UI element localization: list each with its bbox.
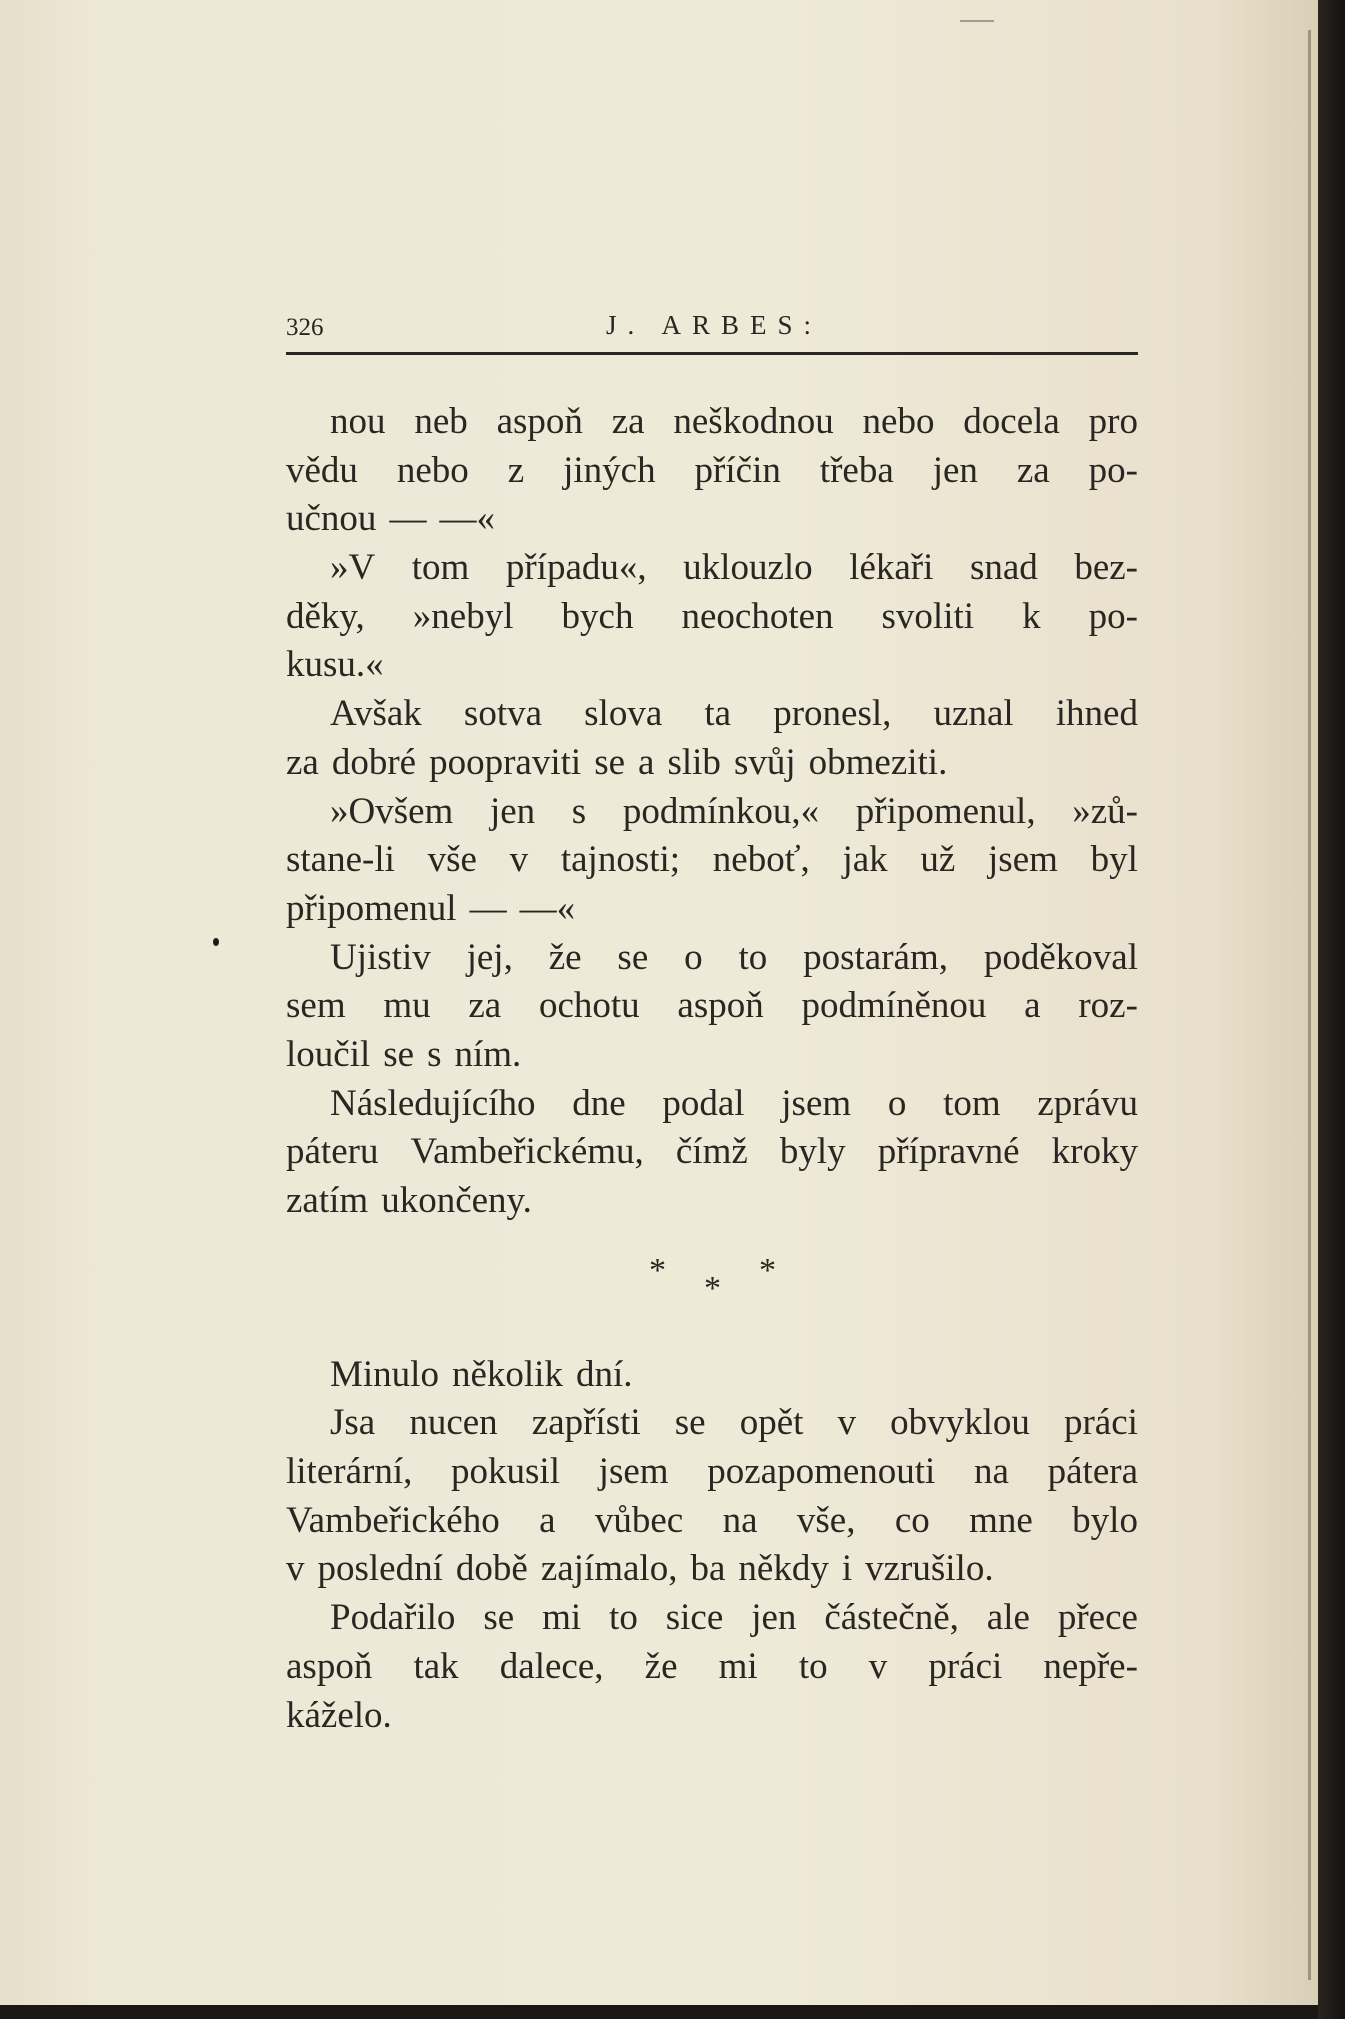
word: slova xyxy=(584,693,663,735)
word: mu xyxy=(383,985,431,1027)
word: byl xyxy=(1090,839,1138,881)
body-text xyxy=(286,398,1138,1740)
word: a xyxy=(539,1499,556,1541)
word: se xyxy=(617,936,649,978)
word: neboť, xyxy=(712,839,810,881)
word: stane-li xyxy=(286,839,395,881)
word: době xyxy=(455,1548,528,1590)
word: zapřísti xyxy=(531,1402,641,1444)
paragraph xyxy=(286,788,1138,934)
word: roz- xyxy=(1078,985,1138,1027)
word: loučil xyxy=(286,1033,371,1075)
word: opět xyxy=(739,1402,804,1444)
word: postarám, xyxy=(803,936,948,978)
text-line xyxy=(286,1177,1138,1226)
word: svoliti xyxy=(881,595,975,637)
word: to xyxy=(738,936,768,978)
text-line xyxy=(286,1080,1138,1129)
word: v xyxy=(837,1402,856,1444)
word: pokusil xyxy=(451,1451,560,1493)
word: nebo xyxy=(396,449,469,491)
word: dní. xyxy=(575,1353,633,1395)
word: i xyxy=(841,1548,853,1590)
text-line xyxy=(286,788,1138,837)
word: to xyxy=(798,1645,828,1687)
spacer xyxy=(286,1226,1138,1254)
word: po- xyxy=(1088,595,1138,637)
word: třeba xyxy=(819,449,894,491)
text-line xyxy=(286,593,1138,642)
word: Ujistiv xyxy=(330,936,431,978)
word: už xyxy=(920,839,956,881)
word: vědu xyxy=(286,449,358,491)
word: přípravné xyxy=(877,1131,1020,1173)
word: slib xyxy=(667,741,721,783)
word: poděkoval xyxy=(983,936,1138,978)
word: vše xyxy=(427,839,477,881)
word: případu«, xyxy=(505,547,647,589)
word: a xyxy=(1024,985,1041,1027)
word: v xyxy=(509,839,529,881)
text-line xyxy=(286,495,1138,544)
word: bylo xyxy=(1072,1499,1138,1541)
word: aspoň xyxy=(496,401,583,442)
word: podmínkou,« xyxy=(622,790,820,832)
word: někdy xyxy=(738,1548,829,1590)
word: připomenul, xyxy=(855,790,1036,832)
word: ochotu xyxy=(538,985,640,1027)
word: v xyxy=(286,1548,305,1590)
word: — xyxy=(389,498,427,540)
word: práci xyxy=(1063,1402,1138,1444)
word: bych xyxy=(561,595,634,637)
word: neochoten xyxy=(681,595,834,637)
text-line xyxy=(286,836,1138,885)
word: obmeziti. xyxy=(808,741,948,783)
word: na xyxy=(974,1451,1009,1493)
word: zajímalo, xyxy=(540,1548,678,1590)
text-line xyxy=(286,885,1138,934)
word: Podařilo xyxy=(330,1597,456,1639)
word: vzrušilo. xyxy=(865,1548,994,1590)
word: zprávu xyxy=(1037,1082,1138,1124)
word: ale xyxy=(986,1597,1030,1639)
word: že xyxy=(644,1645,678,1687)
word: za xyxy=(611,401,645,442)
word: z xyxy=(507,449,525,491)
page-number: 326 xyxy=(286,314,324,341)
word: sem xyxy=(286,985,346,1027)
word: aspoň xyxy=(286,1645,373,1687)
text-line xyxy=(286,398,1138,447)
word: jak xyxy=(842,839,888,881)
word: tajnosti; xyxy=(560,839,681,881)
asterisk: * xyxy=(704,1269,721,1307)
page-header xyxy=(286,310,1138,355)
text-line xyxy=(286,1545,1138,1594)
word: podal xyxy=(662,1082,745,1124)
word: se xyxy=(594,741,626,783)
word: mne xyxy=(969,1499,1033,1541)
word: jsem xyxy=(988,839,1058,881)
word: v xyxy=(868,1645,888,1687)
word: snad xyxy=(969,547,1038,589)
paragraph xyxy=(286,690,1138,787)
word: za xyxy=(286,741,319,783)
word: byly xyxy=(779,1131,846,1173)
running-head: J. ARBES: xyxy=(606,310,823,340)
paragraph xyxy=(286,1594,1138,1740)
word: dobré xyxy=(331,741,417,783)
word: Následujícího xyxy=(330,1082,536,1124)
text-line xyxy=(286,1497,1138,1546)
word: k xyxy=(1022,595,1041,637)
word: příčin xyxy=(694,449,781,491)
text-line xyxy=(286,1692,1138,1741)
word: svůj xyxy=(733,741,796,783)
word: se xyxy=(674,1402,706,1444)
word: dne xyxy=(572,1082,626,1124)
word: mi xyxy=(542,1597,582,1639)
word: zatím xyxy=(286,1180,369,1221)
word: nucen xyxy=(409,1402,498,1444)
word: »Ovšem xyxy=(330,790,454,832)
word: se xyxy=(383,1033,415,1075)
text-line xyxy=(286,641,1138,690)
word: co xyxy=(894,1499,930,1541)
text-line xyxy=(286,1128,1138,1177)
asterisk: * xyxy=(759,1251,776,1289)
word: ukončeny. xyxy=(381,1180,532,1221)
word: jen xyxy=(751,1597,797,1639)
word: Minulo xyxy=(330,1353,439,1395)
text-line xyxy=(286,447,1138,496)
word: tom xyxy=(943,1082,1001,1124)
word: ta xyxy=(704,693,732,735)
word: bez- xyxy=(1074,547,1138,589)
word: na xyxy=(722,1499,758,1541)
word: kroky xyxy=(1051,1131,1138,1173)
text-line xyxy=(286,1399,1138,1448)
word: jej, xyxy=(466,936,513,978)
word: po- xyxy=(1088,449,1138,491)
ink-speck xyxy=(213,938,219,946)
text-line xyxy=(286,544,1138,593)
word: jsem xyxy=(598,1451,669,1493)
word: s xyxy=(427,1033,442,1075)
word: pátera xyxy=(1047,1451,1138,1493)
word: ba xyxy=(690,1548,726,1590)
word: a xyxy=(638,741,655,783)
word: pronesl, xyxy=(773,693,892,735)
page-edge-shadow xyxy=(1308,30,1311,1980)
word: za xyxy=(468,985,502,1027)
word: učnou xyxy=(286,498,377,540)
word: aspoň xyxy=(677,985,764,1027)
word: »nebyl xyxy=(412,595,514,637)
word: vůbec xyxy=(594,1499,684,1541)
word: mi xyxy=(718,1645,758,1687)
word: částečně, xyxy=(824,1597,959,1639)
word: literární, xyxy=(286,1451,413,1493)
word: vše, xyxy=(796,1499,856,1541)
text-line xyxy=(286,739,1138,788)
word: sice xyxy=(665,1597,724,1639)
word: pro xyxy=(1088,401,1138,442)
word: čímž xyxy=(675,1131,748,1173)
word: páteru xyxy=(286,1131,379,1173)
text-line xyxy=(286,1594,1138,1643)
text-line xyxy=(286,1448,1138,1497)
word: káželo. xyxy=(286,1694,392,1736)
word: jen xyxy=(489,790,536,832)
word: to xyxy=(609,1597,638,1639)
word: obvyklou xyxy=(890,1402,1030,1444)
word: několik xyxy=(451,1353,563,1395)
word: nou xyxy=(330,401,386,442)
paragraph xyxy=(286,544,1138,690)
word: sotva xyxy=(463,693,543,735)
word: uklouzlo xyxy=(683,547,813,589)
word: lékaři xyxy=(849,547,934,589)
word: neb xyxy=(414,401,468,442)
word: o xyxy=(684,936,703,978)
word: docela xyxy=(963,401,1060,442)
word: jiných xyxy=(563,449,656,491)
text-line xyxy=(286,690,1138,739)
section-separator xyxy=(286,1251,1138,1351)
word: dalece, xyxy=(499,1645,604,1687)
page-mark xyxy=(960,20,994,22)
paragraph xyxy=(286,1399,1138,1594)
word: kusu.« xyxy=(286,644,384,686)
text-line xyxy=(286,1643,1138,1692)
word: Vambeřickému, xyxy=(410,1131,644,1173)
word: nepře- xyxy=(1043,1645,1138,1687)
paragraph xyxy=(286,934,1138,1080)
text-line xyxy=(286,1351,1138,1400)
word: že xyxy=(548,936,582,978)
word: za xyxy=(1016,449,1050,491)
word: o xyxy=(887,1082,907,1124)
asterisk: * xyxy=(649,1251,666,1289)
paragraph xyxy=(286,398,1138,544)
text-line xyxy=(286,1031,1138,1080)
word: poslední xyxy=(317,1548,443,1590)
word: ním. xyxy=(454,1033,522,1075)
page-edge xyxy=(1318,0,1345,2019)
word: Vambeřického xyxy=(286,1499,500,1541)
word: Jsa xyxy=(330,1402,376,1444)
word: »V xyxy=(330,547,376,589)
word: s xyxy=(571,790,587,832)
word: »zů- xyxy=(1072,790,1138,832)
word: Avšak xyxy=(330,693,422,735)
word: —« xyxy=(519,887,576,929)
word: se xyxy=(483,1597,515,1639)
word: jen xyxy=(932,449,978,491)
word: děky, xyxy=(286,595,365,637)
word: nebo xyxy=(862,401,935,442)
word: —« xyxy=(439,498,495,540)
word: jsem xyxy=(781,1082,852,1124)
word: podmíněnou xyxy=(801,985,987,1027)
word: práci xyxy=(928,1645,1003,1687)
word: — xyxy=(469,887,507,929)
word: pozapomenouti xyxy=(707,1451,936,1493)
word: tak xyxy=(413,1645,459,1687)
word: ihned xyxy=(1055,693,1138,735)
paragraph xyxy=(286,1080,1138,1226)
word: poopraviti xyxy=(429,741,582,783)
word: přece xyxy=(1057,1597,1138,1639)
paragraph xyxy=(286,1351,1138,1400)
word: neškodnou xyxy=(673,401,834,442)
text-line xyxy=(286,982,1138,1031)
word: uznal xyxy=(933,693,1014,735)
word: připomenul xyxy=(286,887,457,929)
text-line xyxy=(286,934,1138,983)
word: tom xyxy=(411,547,470,589)
